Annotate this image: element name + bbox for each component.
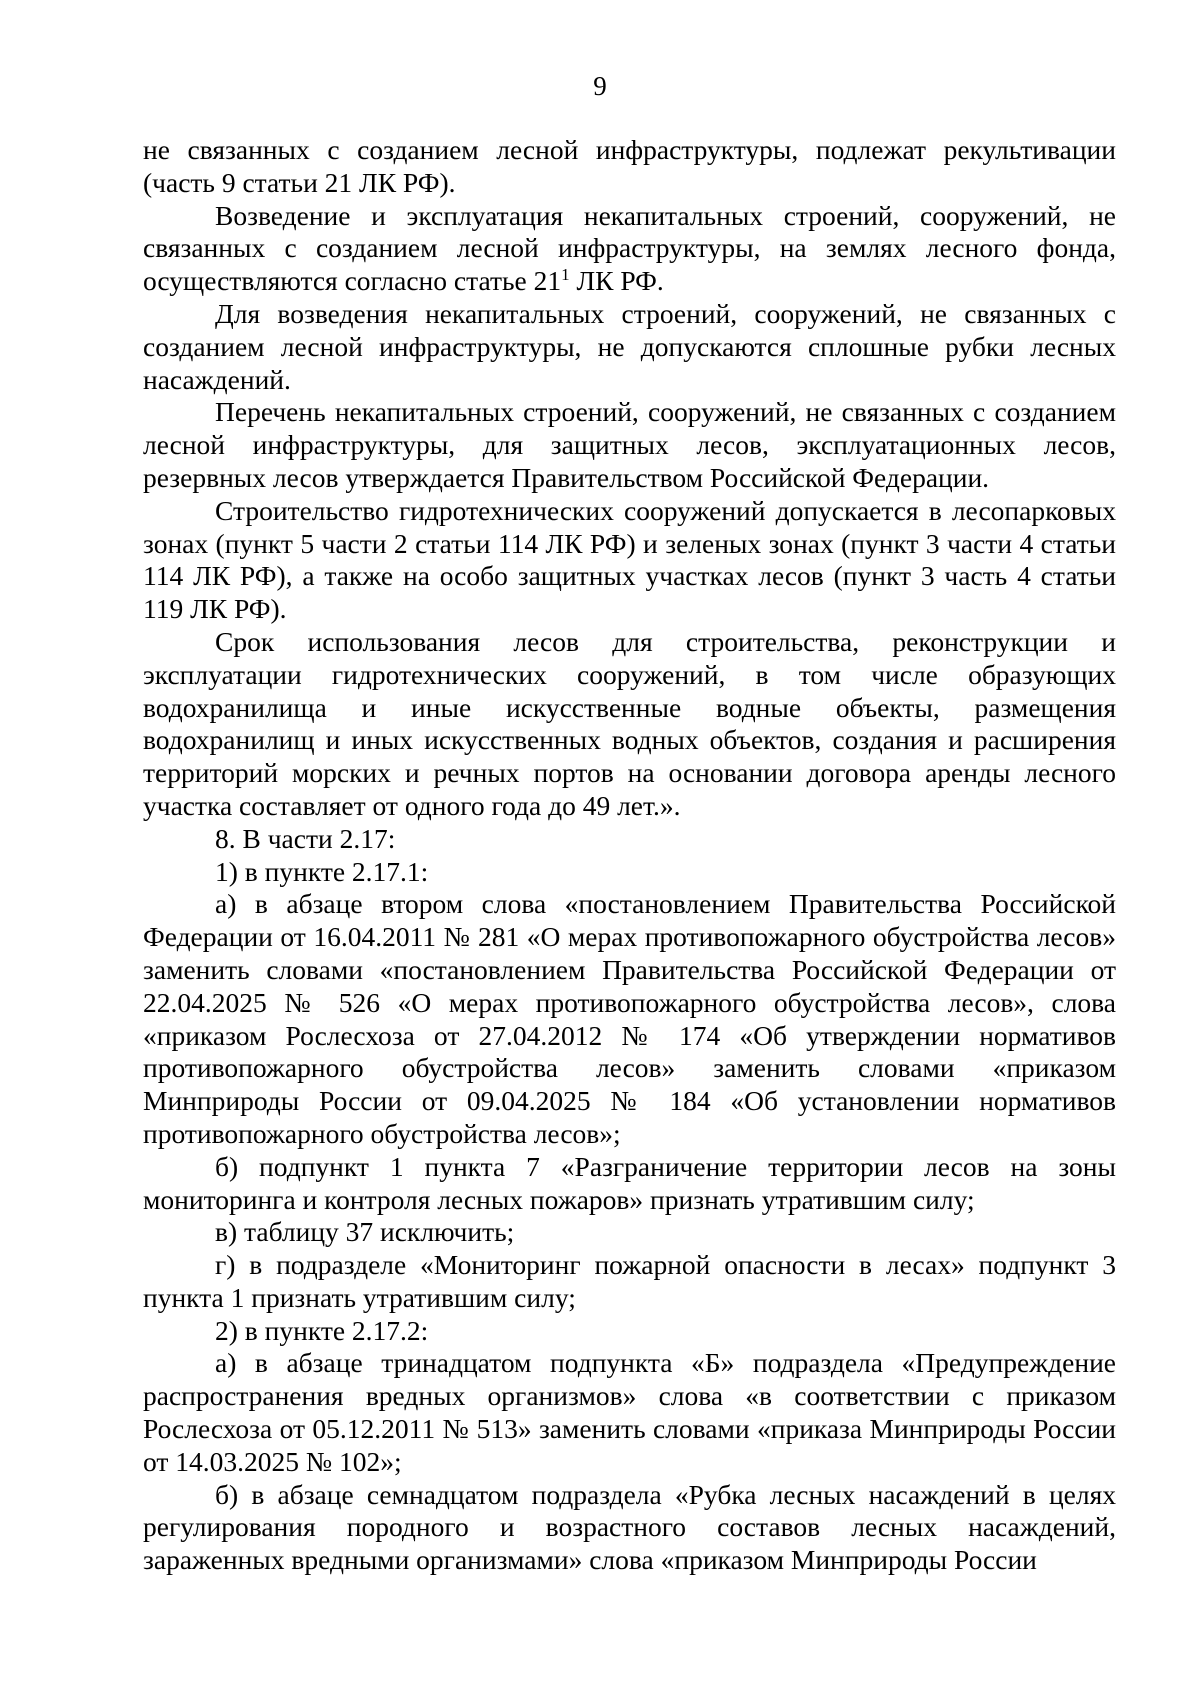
paragraph: Срок использования лесов для строительства, реконструкции и эксплуатации гидротехнических сооружений, в том числе образующих водохранилища и иные искусственные водные объекты, размещения водохранилищ и иных искусственных водных объектов, создания и расширения территорий морских и речных портов на основании договора аренды лесного участка составляет от одного года до 49 лет.». — [143, 625, 1116, 821]
paragraph: б) подпункт 1 пункта 7 «Разграничение территории лесов на зоны мониторинга и контроля лесных пожаров» признать утратившим силу; — [143, 1150, 1116, 1215]
paragraph: в) таблицу 37 исключить; — [215, 1216, 515, 1248]
paragraph-tail: ЛК РФ. — [569, 265, 664, 297]
article-superscript: 1 — [561, 265, 570, 285]
paragraph: 8. В части 2.17: — [215, 822, 396, 854]
paragraph: Перечень некапитальных строений, сооружений, не связанных с созданием лесной инфраструктуры, для защитных лесов, эксплуатационных лесов, резервных лесов утверждается Правительством Российской Федерации. — [143, 396, 1116, 493]
paragraph: не связанных с созданием лесной инфраструктуры, подлежат рекультивации (часть 9 статьи 21 ЛК РФ). — [143, 134, 1116, 198]
paragraph: Для возведения некапитальных строений, сооружений, не связанных с созданием лесной инфраструктуры, не допускаются сплошные рубки лесных насаждений. — [143, 297, 1116, 395]
paragraph: 2) в пункте 2.17.2: — [215, 1314, 429, 1346]
paragraph-text: Возведение и эксплуатация некапитальных строений, сооружений, не связанных с созданием лесной инфраструктуры, на землях лесного фонда, осуществляются согласно статье 21 — [143, 199, 1116, 297]
paragraph: г) в подразделе «Мониторинг пожарной опасности в лесах» подпункт 3 пункта 1 признать утратившим силу; — [143, 1249, 1116, 1313]
paragraph — [143, 200, 1116, 298]
paragraph: а) в абзаце втором слова «постановлением Правительства Российской Федерации от 16.04.2011 № 281 «О мерах противопожарного обустройства лесов» заменить словами «постановлением Правительства Российской Федерации от 22.04.2025 № 526 «О мерах противопожарного обустройства лесов», слова «приказом Рослесхоза от 27.04.2012 № 174 «Об утверждении нормативов противопожарного обустройства лесов» заменить словами «приказом Минприроды России от 09.04.2025 № 184 «Об установлении нормативов противопожарного обустройства лесов»; — [143, 888, 1116, 1149]
page-number: 9 — [593, 71, 607, 101]
document-body — [143, 134, 1116, 1577]
paragraph: Строительство гидротехнических сооружений допускается в лесопарковых зонах (пункт 5 части 2 статьи 114 ЛК РФ) и зеленых зонах (пункт 3 части 4 статьи 114 ЛК РФ), а также на особо защитных участках лесов (пункт 3 часть 4 статьи 119 ЛК РФ). — [143, 494, 1116, 625]
paragraph: а) в абзаце тринадцатом подпункта «Б» подраздела «Предупреждение распространения вредных организмов» слова «в соответствии с приказом Рослесхоза от 05.12.2011 № 513» заменить словами «приказа Минприроды России от 14.03.2025 № 102»; — [143, 1347, 1116, 1477]
paragraph: 1) в пункте 2.17.1: — [215, 855, 429, 887]
paragraph: б) в абзаце семнадцатом подраздела «Рубка лесных насаждений в целях регулирования породного и возрастного составов лесных насаждений, зараженных вредными организмами» слова «приказом Минприроды России — [143, 1478, 1116, 1576]
